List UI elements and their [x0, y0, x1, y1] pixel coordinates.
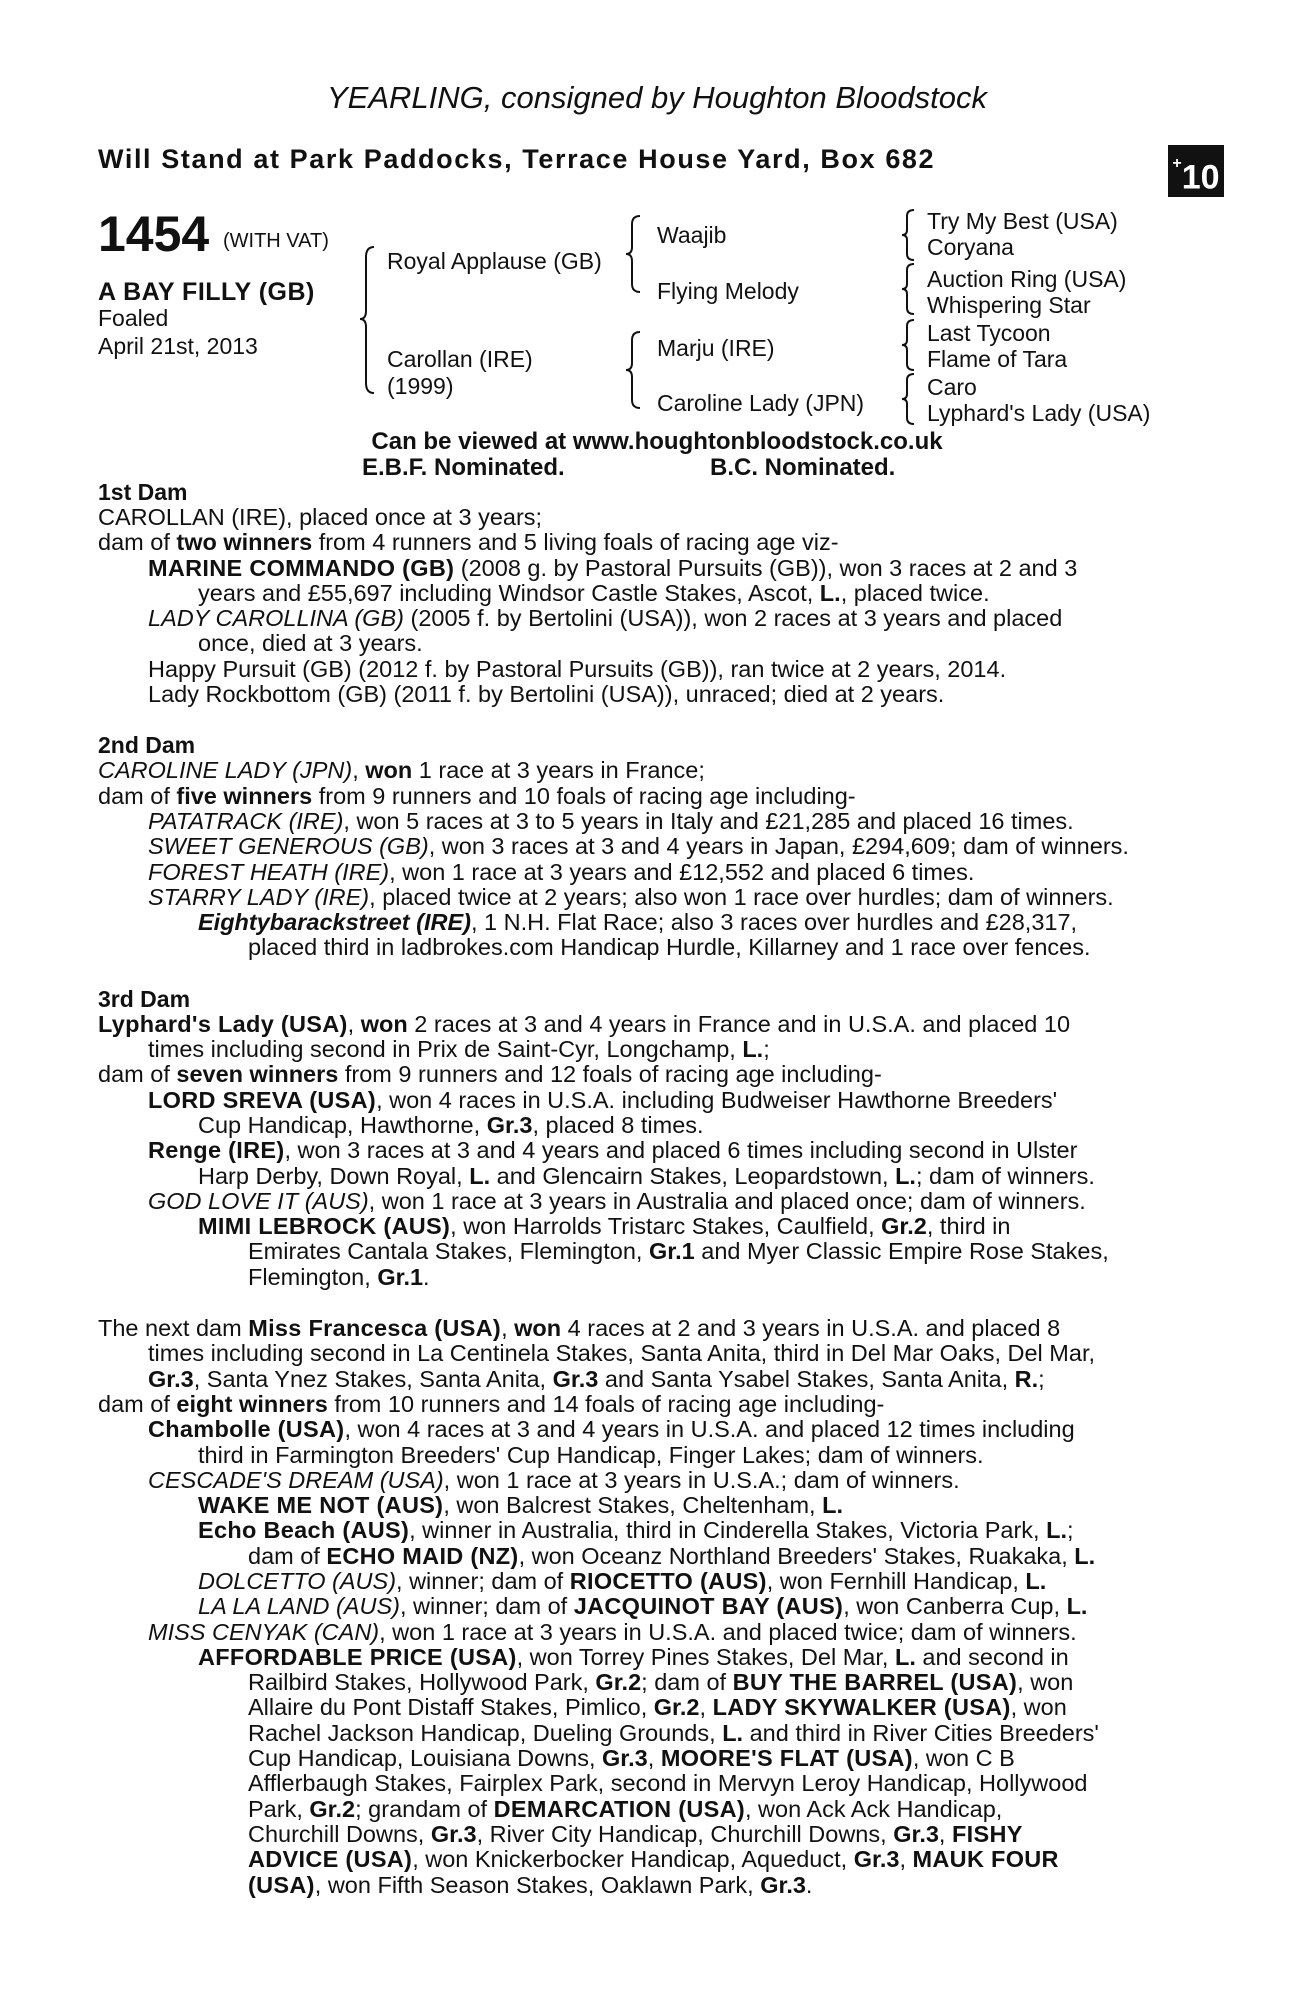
first-dam-produce-summary: dam of two winners from 4 runners and 5 living foals of racing age viz- [98, 529, 839, 556]
produce-entry: PATATRACK (IRE), won 5 races at 3 to 5 years in Italy and £21,285 and placed 16 times. [148, 807, 1074, 834]
pedigree-bracket-sire [626, 214, 646, 294]
produce-entry-cont: ADVICE (USA), won Knickerbocker Handicap, Aqueduct, Gr.3, MAUK FOUR [248, 1846, 1059, 1873]
produce-entry: MISS CENYAK (CAN), won 1 race at 3 years in U.S.A. and placed twice; dam of winners. [148, 1618, 1077, 1645]
next-dam-produce-summary: dam of eight winners from 10 runners and 14 foals of racing age including- [98, 1390, 885, 1417]
page-header: YEARLING, consigned by Houghton Bloodstock [327, 80, 987, 115]
second-dam-heading: 2nd Dam [98, 732, 196, 759]
gg-5: Last Tycoon [927, 320, 1051, 346]
foaled-label: Foaled [98, 305, 169, 331]
produce-entry: Eightybarackstreet (IRE), 1 N.H. Flat Race; also 3 races over hurdles and £28,317, [198, 909, 1078, 936]
third-dam-produce-summary: dam of seven winners from 9 runners and 12 foals of racing age including- [98, 1061, 882, 1088]
produce-entry: CESCADE'S DREAM (USA), won 1 race at 3 years in U.S.A.; dam of winners. [148, 1466, 960, 1493]
pedigree-bracket-main [360, 245, 380, 395]
produce-entry: Chambolle (USA), won 4 races at 3 and 4 years in U.S.A. and placed 12 times including [148, 1416, 1075, 1443]
bc-nominated: B.C. Nominated. [710, 454, 896, 481]
produce-entry-cont: Afflerbaugh Stakes, Fairplex Park, second in Mervyn Leroy Handicap, Hollywood [248, 1770, 1088, 1797]
gg-2: Coryana [927, 234, 1014, 260]
sire-sire: Waajib [657, 222, 727, 248]
gg-6: Flame of Tara [927, 346, 1068, 372]
third-dam-line-cont: times including second in Prix de Saint-Cyr, Longchamp, L.; [148, 1036, 770, 1063]
produce-entry: Lady Rockbottom (GB) (2011 f. by Bertolini (USA)), unraced; died at 2 years. [148, 681, 945, 708]
produce-entry: MARINE COMMANDO (GB) (2008 g. by Pastoral Pursuits (GB)), won 3 races at 2 and 3 [148, 554, 1078, 581]
produce-entry-cont: once, died at 3 years. [198, 630, 423, 657]
produce-entry: Renge (IRE), won 3 races at 3 and 4 years and placed 6 times including second in Ulster [148, 1137, 1078, 1164]
next-dam-line-cont: times including second in La Centinela Stakes, Santa Anita, third in Del Mar Oaks, Del Mar, [148, 1340, 1095, 1367]
sire-dam: Flying Melody [657, 278, 799, 304]
foaled-date: April 21st, 2013 [98, 333, 258, 359]
third-dam-heading: 3rd Dam [98, 985, 191, 1012]
produce-entry: SWEET GENEROUS (GB), won 3 races at 3 and 4 years in Japan, £294,609; dam of winners. [148, 833, 1129, 860]
produce-entry: STARRY LADY (IRE), placed twice at 2 years; also won 1 race over hurdles; dam of winners. [148, 883, 1114, 910]
first-dam-line: CAROLLAN (IRE), placed once at 3 years; [98, 504, 543, 530]
lot-number: 1454 [98, 206, 210, 262]
produce-entry-cont: Emirates Cantala Stakes, Flemington, Gr.1 and Myer Classic Empire Rose Stakes, [248, 1238, 1109, 1265]
produce-entry: AFFORDABLE PRICE (USA), won Torrey Pines Stakes, Del Mar, L. and second in [198, 1643, 1069, 1670]
produce-entry-cont: Flemington, Gr.1. [248, 1263, 430, 1290]
pedigree-bracket-g1 [902, 208, 918, 262]
pedigree-bracket-g4 [902, 372, 918, 426]
produce-entry-cont: dam of ECHO MAID (NZ), won Oceanz Northland Breeders' Stakes, Ruakaka, L. [248, 1542, 1096, 1569]
produce-entry-cont: Churchill Downs, Gr.3, River City Handicap, Churchill Downs, Gr.3, FISHY [248, 1820, 1023, 1847]
produce-entry: Echo Beach (AUS), winner in Australia, third in Cinderella Stakes, Victoria Park, L.; [198, 1517, 1074, 1544]
sire: Royal Applause (GB) [387, 248, 602, 274]
pedigree-bracket-g2 [902, 262, 918, 316]
catalogue-body [98, 480, 1206, 1898]
produce-entry: MIMI LEBROCK (AUS), won Harrolds Tristarc Stakes, Caulfield, Gr.2, third in [198, 1213, 1011, 1240]
ebf-nominated: E.B.F. Nominated. [362, 454, 565, 481]
stand-location: Will Stand at Park Paddocks, Terrace House Yard, Box 682 [98, 144, 936, 174]
first-dam-heading: 1st Dam [98, 479, 188, 505]
gg-3: Auction Ring (USA) [927, 266, 1127, 292]
produce-entry: FOREST HEATH (IRE), won 1 race at 3 years and £12,552 and placed 6 times. [148, 858, 975, 885]
produce-entry-cont: third in Farmington Breeders' Cup Handicap, Finger Lakes; dam of winners. [198, 1441, 984, 1468]
gg-1: Try My Best (USA) [927, 208, 1118, 234]
vat-note: (WITH VAT) [223, 230, 329, 252]
dam-sire: Marju (IRE) [657, 335, 775, 361]
produce-entry-cont: Rachel Jackson Handicap, Dueling Grounds, L. and third in River Cities Breeders' [248, 1719, 1099, 1746]
produce-entry: LADY CAROLLINA (GB) (2005 f. by Bertolini (USA)), won 2 races at 3 years and placed [148, 605, 1063, 632]
produce-entry-cont: years and £55,697 including Windsor Castle Stakes, Ascot, L., placed twice. [198, 579, 990, 606]
view-note: Can be viewed at www.houghtonbloodstock.co.uk [371, 428, 943, 455]
produce-entry: LORD SREVA (USA), won 4 races in U.S.A. including Budweiser Hawthorne Breeders' [148, 1086, 1058, 1113]
produce-entry: LA LA LAND (AUS), winner; dam of JACQUINOT BAY (AUS), won Canberra Cup, L. [198, 1593, 1088, 1620]
dam-dam: Caroline Lady (JPN) [657, 390, 865, 416]
produce-entry: GOD LOVE IT (AUS), won 1 race at 3 years in Australia and placed once; dam of winners. [148, 1187, 1086, 1214]
gg-8: Lyphard's Lady (USA) [927, 400, 1151, 426]
dam-year: (1999) [387, 373, 454, 399]
badge-sup: + [1172, 155, 1182, 172]
produce-entry: WAKE ME NOT (AUS), won Balcrest Stakes, Cheltenham, L. [198, 1492, 843, 1519]
pedigree-bracket-dam [626, 330, 646, 410]
produce-entry-cont: Harp Derby, Down Royal, L. and Glencairn Stakes, Leopardstown, L.; dam of winners. [198, 1162, 1095, 1189]
next-dam-line-cont: Gr.3, Santa Ynez Stakes, Santa Anita, Gr.3 and Santa Ysabel Stakes, Santa Anita, R.; [148, 1365, 1045, 1392]
gg-7: Caro [927, 374, 977, 400]
next-dam-line: The next dam Miss Francesca (USA), won 4 races at 2 and 3 years in U.S.A. and placed 8 [98, 1315, 1061, 1342]
produce-entry-cont: (USA), won Fifth Season Stakes, Oaklawn Park, Gr.3. [248, 1871, 813, 1898]
badge-number: 10 [1181, 158, 1220, 197]
lot-description: A BAY FILLY (GB) [98, 278, 315, 306]
produce-entry: DOLCETTO (AUS), winner; dam of RIOCETTO (AUS), won Fernhill Handicap, L. [198, 1567, 1047, 1594]
produce-entry-cont: Railbird Stakes, Hollywood Park, Gr.2; dam of BUY THE BARREL (USA), won [248, 1669, 1074, 1696]
produce-entry-cont: Allaire du Pont Distaff Stakes, Pimlico, Gr.2, LADY SKYWALKER (USA), won [248, 1694, 1067, 1721]
pedigree-bracket-g3 [902, 318, 918, 372]
produce-entry: Happy Pursuit (GB) (2012 f. by Pastoral Pursuits (GB)), ran twice at 2 years, 2014. [148, 655, 1007, 682]
page-badge [1168, 145, 1224, 197]
second-dam-produce-summary: dam of five winners from 9 runners and 10 foals of racing age including- [98, 782, 856, 809]
third-dam-line: Lyphard's Lady (USA), won 2 races at 3 and 4 years in France and in U.S.A. and placed 10 [98, 1010, 1071, 1037]
produce-entry-cont: placed third in ladbrokes.com Handicap Hurdle, Killarney and 1 race over fences. [248, 934, 1091, 961]
gg-4: Whispering Star [927, 292, 1091, 318]
produce-entry-cont: Cup Handicap, Louisiana Downs, Gr.3, MOORE'S FLAT (USA), won C B [248, 1745, 1015, 1772]
produce-entry-cont: Cup Handicap, Hawthorne, Gr.3, placed 8 times. [198, 1111, 704, 1138]
produce-entry-cont: Park, Gr.2; grandam of DEMARCATION (USA), won Ack Ack Handicap, [248, 1795, 1003, 1822]
dam: Carollan (IRE) [387, 346, 533, 372]
second-dam-line: CAROLINE LADY (JPN), won 1 race at 3 years in France; [98, 757, 705, 784]
